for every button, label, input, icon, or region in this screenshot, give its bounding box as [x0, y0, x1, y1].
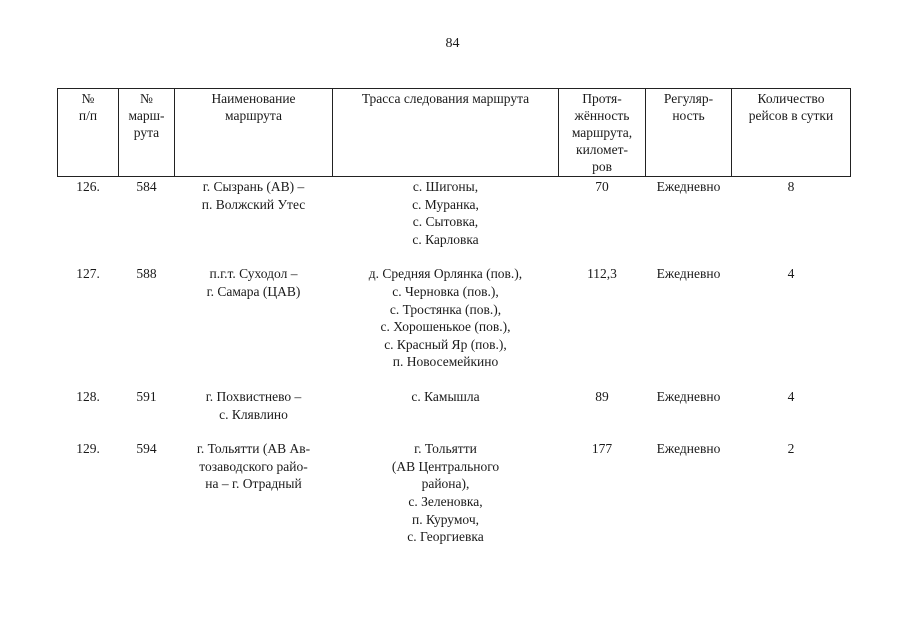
row-number: 127.: [76, 266, 100, 282]
table-row: [58, 440, 851, 563]
route-length: 70: [595, 179, 609, 194]
route-path: г. Тольятти (АВ Центрального района), с. Зеленовка, п. Курумоч, с. Георгиевка: [391, 441, 500, 545]
route-number: 591: [136, 388, 157, 404]
header-trips-per-day: Количество рейсов в сутки: [732, 89, 851, 177]
route-trips: 4: [787, 266, 795, 282]
route-name: г. Похвистнево – с. Клявлино: [205, 388, 302, 422]
row-number: 129.: [76, 441, 100, 457]
route-number: 584: [136, 179, 157, 194]
route-number: 594: [136, 441, 157, 457]
route-trips: 4: [787, 388, 795, 404]
route-regularity: Ежедневно: [656, 179, 721, 194]
page-number: 84: [445, 36, 460, 51]
header-route-path: Трасса следования маршрута: [333, 89, 559, 177]
header-regularity: Регуляр- ность: [646, 89, 732, 177]
route-regularity: Ежедневно: [656, 266, 721, 282]
header-route-length: Протя- жённость маршрута, километ- ров: [559, 89, 646, 177]
route-length: 112,3: [587, 266, 617, 282]
route-path: с. Камышла: [411, 388, 480, 404]
route-name: г. Тольятти (АВ Ав- тозаводского райо- на – г. Отрадный: [196, 441, 311, 492]
table-row: [58, 265, 851, 388]
table-header-row: [58, 89, 851, 177]
header-route-name: Наименование маршрута: [175, 89, 333, 177]
table-row: [58, 177, 851, 266]
row-number: 128.: [76, 388, 100, 404]
header-row-number: № п/п: [58, 89, 119, 177]
route-number: 588: [136, 266, 157, 282]
route-regularity: Ежедневно: [656, 441, 721, 457]
header-route-number: № марш- рута: [119, 89, 175, 177]
route-length: 177: [591, 441, 613, 457]
table-row: [58, 388, 851, 440]
row-number: 126.: [76, 179, 100, 194]
route-length: 89: [595, 388, 609, 404]
route-name: п.г.т. Суходол – г. Самара (ЦАВ): [206, 266, 301, 299]
route-trips: 8: [787, 179, 795, 194]
route-name: г. Сызрань (АВ) – п. Волжский Утес: [201, 179, 306, 212]
route-path: д. Средняя Орлянка (пов.), с. Черновка (пов.), с. Тростянка (пов.), с. Хорошенькое (пов.), с. Красный Яр (пов.), п. Новосемейкино: [368, 266, 523, 370]
routes-table: [57, 88, 851, 563]
route-regularity: Ежедневно: [656, 388, 721, 404]
route-trips: 2: [787, 441, 795, 457]
route-path: с. Шигоны, с. Муранка, с. Сытовка, с. Карловка: [412, 179, 479, 247]
